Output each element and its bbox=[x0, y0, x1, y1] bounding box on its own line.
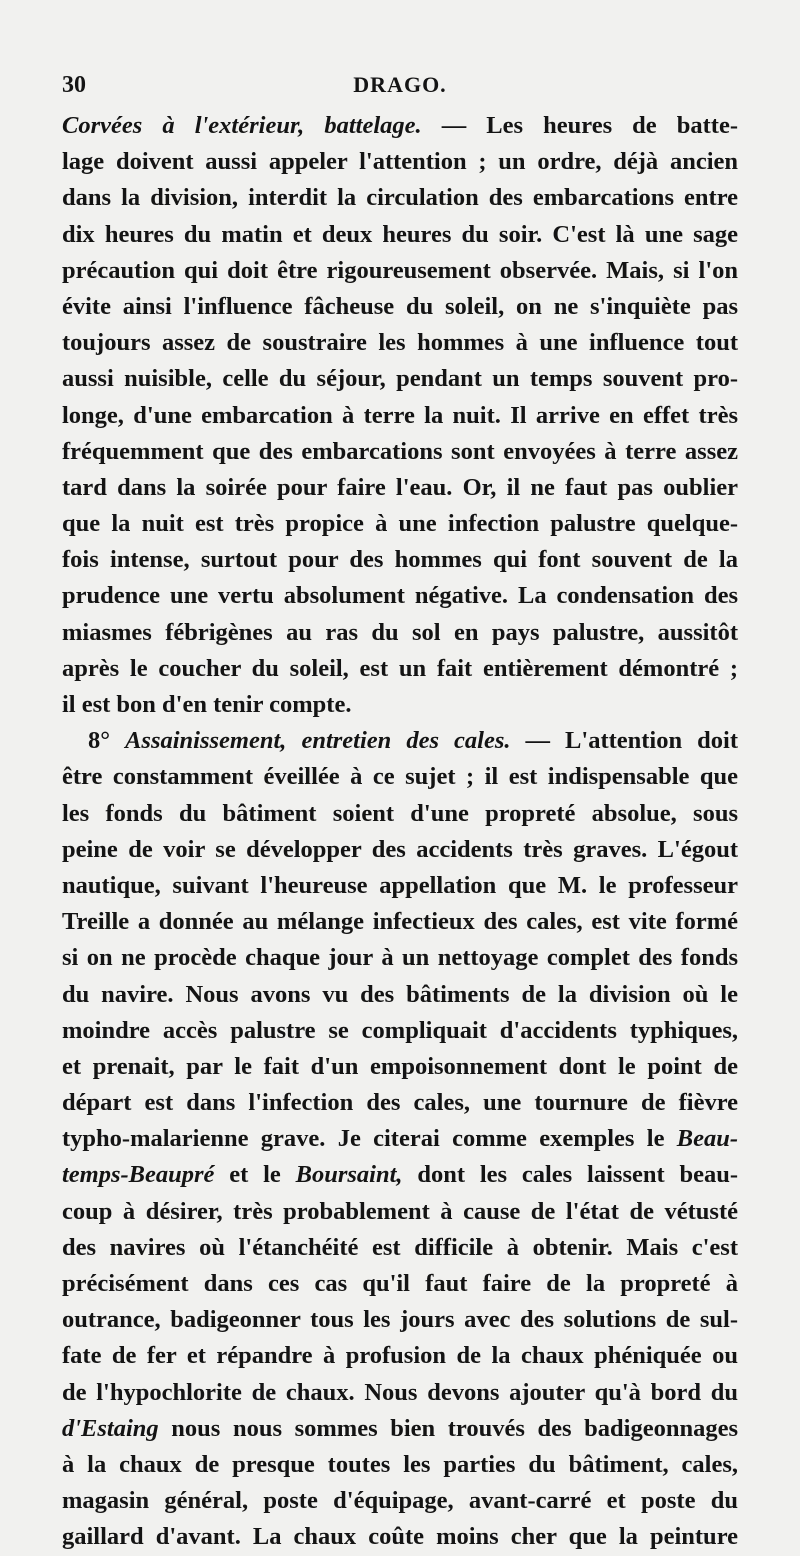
line-text: précaution qui doit être rigoureusement observée. Mais, si l'on bbox=[62, 256, 738, 284]
line-text: et le bbox=[214, 1161, 296, 1189]
line-text: prudence une vertu absolument négative. La condensation des bbox=[62, 582, 738, 610]
text-line bbox=[62, 796, 738, 832]
text-line bbox=[62, 506, 738, 542]
italic-text: Assainissement, entretien des cales. bbox=[125, 727, 511, 755]
text-line bbox=[62, 759, 738, 795]
text-line bbox=[62, 470, 738, 506]
line-text: coup à désirer, très probablement à cause de l'état de vétusté bbox=[62, 1197, 738, 1225]
text-line bbox=[62, 977, 738, 1013]
text-line bbox=[62, 868, 738, 904]
line-text: Treille a donnée au mélange infectieux des cales, est vite formé bbox=[62, 908, 738, 936]
line-text: et prenait, par le fait d'un empoisonnement dont le point de bbox=[62, 1052, 738, 1080]
text-line bbox=[62, 542, 738, 578]
line-text: fois intense, surtout pour des hommes qui font souvent de la bbox=[62, 546, 738, 574]
line-text: — L'attention doit bbox=[510, 727, 738, 755]
line-text: fate de fer et répandre à profusion de la chaux phéniquée ou bbox=[62, 1342, 738, 1370]
line-text: il est bon d'en tenir compte. bbox=[62, 691, 352, 718]
text-line bbox=[62, 361, 738, 397]
line-text: toujours assez de soustraire les hommes à une influence tout bbox=[62, 329, 738, 357]
text-line bbox=[62, 940, 738, 976]
line-text: 8° bbox=[88, 727, 126, 755]
text-line bbox=[62, 217, 738, 253]
text-line bbox=[62, 687, 738, 723]
text-line bbox=[62, 1411, 738, 1447]
line-text: peine de voir se développer des accidents très graves. L'égout bbox=[62, 835, 738, 863]
text-line bbox=[62, 1375, 738, 1411]
text-line bbox=[62, 1013, 738, 1049]
line-text: dont les cales laissent beau- bbox=[402, 1161, 738, 1189]
line-text: du navire. Nous avons vu des bâtiments de la division où le bbox=[62, 980, 738, 1008]
text-line bbox=[62, 180, 738, 216]
running-title: DRAGO. bbox=[353, 72, 447, 97]
line-text: lage doivent aussi appeler l'attention ; un ordre, déjà ancien bbox=[62, 148, 738, 176]
line-text: tard dans la soirée pour faire l'eau. Or, il ne faut pas oublier bbox=[62, 473, 738, 501]
text-line bbox=[62, 1194, 738, 1230]
line-text: outrance, badigeonner tous les jours avec des solutions de sul- bbox=[62, 1306, 738, 1334]
text-line bbox=[62, 144, 738, 180]
line-text: être constamment éveillée à ce sujet ; il est indispensable que bbox=[62, 763, 738, 791]
line-text: aussi nuisible, celle du séjour, pendant un temps souvent pro- bbox=[62, 365, 738, 393]
text-line bbox=[62, 1338, 738, 1374]
text-line bbox=[62, 1085, 738, 1121]
line-text: typho-malarienne grave. Je citerai comme exemples le bbox=[62, 1125, 677, 1153]
line-text: dans la division, interdit la circulation des embarcations entre bbox=[62, 184, 738, 212]
text-line bbox=[62, 578, 738, 614]
text-line bbox=[62, 434, 738, 470]
text-line bbox=[62, 651, 738, 687]
line-text: à la chaux de presque toutes les parties du bâtiment, cales, bbox=[62, 1450, 738, 1478]
line-text: longe, d'une embarcation à terre la nuit. Il arrive en effet très bbox=[62, 401, 738, 429]
text-line bbox=[62, 325, 738, 361]
text-line bbox=[62, 108, 738, 144]
line-text: des navires où l'étanchéité est difficile à obtenir. Mais c'est bbox=[62, 1233, 738, 1261]
line-text: fréquemment que des embarcations sont envoyées à terre assez bbox=[62, 437, 738, 465]
line-text: évite ainsi l'influence fâcheuse du soleil, on ne s'inquiète pas bbox=[62, 292, 738, 320]
line-text: précisément dans ces cas qu'il faut faire de la propreté à bbox=[62, 1270, 738, 1297]
text-line bbox=[62, 1483, 738, 1519]
text-line bbox=[62, 1049, 738, 1085]
text-line bbox=[62, 253, 738, 289]
line-text: miasmes fébrigènes au ras du sol en pays palustre, aussitôt bbox=[62, 618, 738, 646]
text-line bbox=[62, 1157, 738, 1193]
italic-text: d'Estaing bbox=[62, 1414, 159, 1442]
line-text: nautique, suivant l'heureuse appellation que M. le professeur bbox=[62, 871, 738, 899]
text-line bbox=[62, 1447, 738, 1483]
line-text: les fonds du bâtiment soient d'une propreté absolue, sous bbox=[62, 799, 738, 827]
text-line bbox=[62, 904, 738, 940]
text-line bbox=[62, 723, 738, 759]
text-line bbox=[62, 1230, 738, 1266]
text-line bbox=[62, 1302, 738, 1338]
line-text: nous nous sommes bien trouvés des badigeonnages bbox=[158, 1414, 738, 1442]
text-line bbox=[62, 832, 738, 868]
line-text: si on ne procède chaque jour à un nettoyage complet des fonds bbox=[62, 944, 738, 972]
line-text: moindre accès palustre se compliquait d'accidents typhiques, bbox=[62, 1016, 738, 1044]
line-text: — Les heures de batte- bbox=[421, 112, 738, 139]
text-line bbox=[62, 1519, 738, 1555]
line-text: que la nuit est très propice à une infection palustre quelque- bbox=[62, 510, 738, 538]
line-text: gaillard d'avant. La chaux coûte moins cher que la peinture bbox=[62, 1523, 738, 1551]
text-line bbox=[62, 398, 738, 434]
italic-text: temps-Beaupré bbox=[62, 1161, 215, 1189]
italic-text: Boursaint, bbox=[295, 1161, 403, 1189]
page-header bbox=[62, 72, 738, 106]
line-text: après le coucher du soleil, est un fait entièrement démontré ; bbox=[62, 654, 738, 682]
italic-text: Beau- bbox=[676, 1125, 738, 1153]
text-line bbox=[62, 615, 738, 651]
line-text: dix heures du matin et deux heures du soir. C'est là une sage bbox=[62, 220, 738, 248]
line-text: de l'hypochlorite de chaux. Nous devons ajouter qu'à bord du bbox=[62, 1378, 738, 1406]
line-text: départ est dans l'infection des cales, une tournure de fièvre bbox=[62, 1089, 738, 1117]
page-number: 30 bbox=[62, 72, 86, 98]
text-line bbox=[62, 1121, 738, 1157]
italic-text: Corvées à l'extérieur, battelage. bbox=[62, 112, 422, 139]
line-text: magasin général, poste d'équipage, avant-carré et poste du bbox=[62, 1487, 738, 1515]
text-line bbox=[62, 289, 738, 325]
text-line bbox=[62, 1266, 738, 1302]
body-text bbox=[62, 108, 738, 1556]
